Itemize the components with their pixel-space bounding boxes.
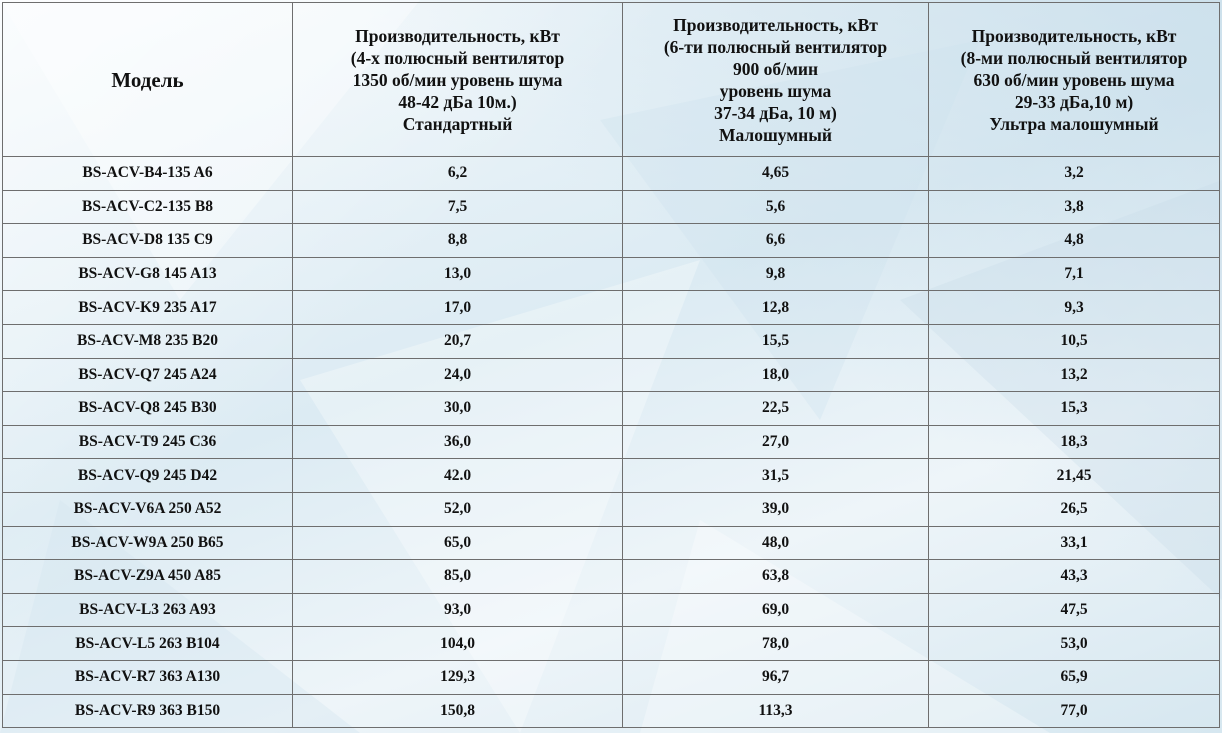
table-body	[3, 157, 1220, 728]
cell-standard-kw: 65,0	[293, 526, 623, 560]
table-row	[3, 324, 1220, 358]
cell-model: BS-ACV-R7 363 A130	[3, 660, 293, 694]
cell-ultra-low-noise-kw: 10,5	[929, 324, 1220, 358]
table-row	[3, 224, 1220, 258]
cell-standard-kw: 6,2	[293, 157, 623, 191]
cell-model: BS-ACV-M8 235 B20	[3, 324, 293, 358]
cell-low-noise-kw: 9,8	[623, 257, 929, 291]
table-row	[3, 526, 1220, 560]
cell-ultra-low-noise-kw: 21,45	[929, 459, 1220, 493]
cell-ultra-low-noise-kw: 15,3	[929, 392, 1220, 426]
cell-low-noise-kw: 4,65	[623, 157, 929, 191]
cell-low-noise-kw: 22,5	[623, 392, 929, 426]
table-row	[3, 425, 1220, 459]
cell-ultra-low-noise-kw: 65,9	[929, 660, 1220, 694]
cell-standard-kw: 30,0	[293, 392, 623, 426]
cell-low-noise-kw: 6,6	[623, 224, 929, 258]
table-row	[3, 459, 1220, 493]
table-row	[3, 190, 1220, 224]
cell-model: BS-ACV-V6A 250 A52	[3, 492, 293, 526]
cell-ultra-low-noise-kw: 18,3	[929, 425, 1220, 459]
cell-ultra-low-noise-kw: 26,5	[929, 492, 1220, 526]
cell-model: BS-ACV-D8 135 C9	[3, 224, 293, 258]
cell-ultra-low-noise-kw: 9,3	[929, 291, 1220, 325]
cell-low-noise-kw: 31,5	[623, 459, 929, 493]
cell-standard-kw: 104,0	[293, 627, 623, 661]
cell-ultra-low-noise-kw: 33,1	[929, 526, 1220, 560]
table-row	[3, 157, 1220, 191]
table-row	[3, 627, 1220, 661]
cell-model: BS-ACV-G8 145 A13	[3, 257, 293, 291]
cell-low-noise-kw: 96,7	[623, 660, 929, 694]
cell-model: BS-ACV-T9 245 C36	[3, 425, 293, 459]
cell-model: BS-ACV-L5 263 B104	[3, 627, 293, 661]
cell-standard-kw: 8,8	[293, 224, 623, 258]
table-row	[3, 560, 1220, 594]
table-row	[3, 392, 1220, 426]
cell-ultra-low-noise-kw: 13,2	[929, 358, 1220, 392]
cell-low-noise-kw: 39,0	[623, 492, 929, 526]
cell-low-noise-kw: 18,0	[623, 358, 929, 392]
cell-low-noise-kw: 63,8	[623, 560, 929, 594]
cell-low-noise-kw: 12,8	[623, 291, 929, 325]
cell-model: BS-ACV-Q9 245 D42	[3, 459, 293, 493]
table-row	[3, 492, 1220, 526]
cell-low-noise-kw: 5,6	[623, 190, 929, 224]
cell-ultra-low-noise-kw: 7,1	[929, 257, 1220, 291]
cell-standard-kw: 42.0	[293, 459, 623, 493]
cell-ultra-low-noise-kw: 53,0	[929, 627, 1220, 661]
column-header-standard: Производительность, кВт (4-х полюсный вентилятор 1350 об/мин уровень шума 48-42 дБа 10м.) Стандартный	[293, 3, 623, 157]
cell-model: BS-ACV-Z9A 450 A85	[3, 560, 293, 594]
cell-low-noise-kw: 69,0	[623, 593, 929, 627]
cell-model: BS-ACV-Q7 245 A24	[3, 358, 293, 392]
cell-standard-kw: 36,0	[293, 425, 623, 459]
cell-standard-kw: 17,0	[293, 291, 623, 325]
cell-model: BS-ACV-B4-135 A6	[3, 157, 293, 191]
table-row	[3, 358, 1220, 392]
cell-ultra-low-noise-kw: 47,5	[929, 593, 1220, 627]
table-row	[3, 694, 1220, 728]
cell-standard-kw: 150,8	[293, 694, 623, 728]
cell-standard-kw: 52,0	[293, 492, 623, 526]
cell-ultra-low-noise-kw: 3,8	[929, 190, 1220, 224]
cell-model: BS-ACV-K9 235 A17	[3, 291, 293, 325]
column-header-ultra-low-noise: Производительность, кВт (8-ми полюсный вентилятор 630 об/мин уровень шума 29-33 дБа,10 м) Ультра малошумный	[929, 3, 1220, 157]
table-row	[3, 291, 1220, 325]
cell-low-noise-kw: 113,3	[623, 694, 929, 728]
cell-model: BS-ACV-R9 363 B150	[3, 694, 293, 728]
cell-standard-kw: 129,3	[293, 660, 623, 694]
table-row	[3, 257, 1220, 291]
cell-model: BS-ACV-W9A 250 B65	[3, 526, 293, 560]
cell-standard-kw: 13,0	[293, 257, 623, 291]
table-row	[3, 660, 1220, 694]
cell-ultra-low-noise-kw: 3,2	[929, 157, 1220, 191]
cell-standard-kw: 7,5	[293, 190, 623, 224]
cell-standard-kw: 85,0	[293, 560, 623, 594]
cell-ultra-low-noise-kw: 43,3	[929, 560, 1220, 594]
cell-ultra-low-noise-kw: 4,8	[929, 224, 1220, 258]
cell-low-noise-kw: 48,0	[623, 526, 929, 560]
cell-standard-kw: 24,0	[293, 358, 623, 392]
column-header-low-noise: Производительность, кВт (6-ти полюсный вентилятор 900 об/мин уровень шума 37-34 дБа, 10 м) Малошумный	[623, 3, 929, 157]
cell-low-noise-kw: 78,0	[623, 627, 929, 661]
performance-table	[2, 2, 1220, 728]
cell-standard-kw: 20,7	[293, 324, 623, 358]
cell-model: BS-ACV-L3 263 A93	[3, 593, 293, 627]
cell-standard-kw: 93,0	[293, 593, 623, 627]
cell-low-noise-kw: 15,5	[623, 324, 929, 358]
cell-model: BS-ACV-C2-135 B8	[3, 190, 293, 224]
cell-low-noise-kw: 27,0	[623, 425, 929, 459]
column-header-model: Модель	[3, 3, 293, 157]
cell-ultra-low-noise-kw: 77,0	[929, 694, 1220, 728]
cell-model: BS-ACV-Q8 245 B30	[3, 392, 293, 426]
header-row	[3, 3, 1220, 157]
table-row	[3, 593, 1220, 627]
